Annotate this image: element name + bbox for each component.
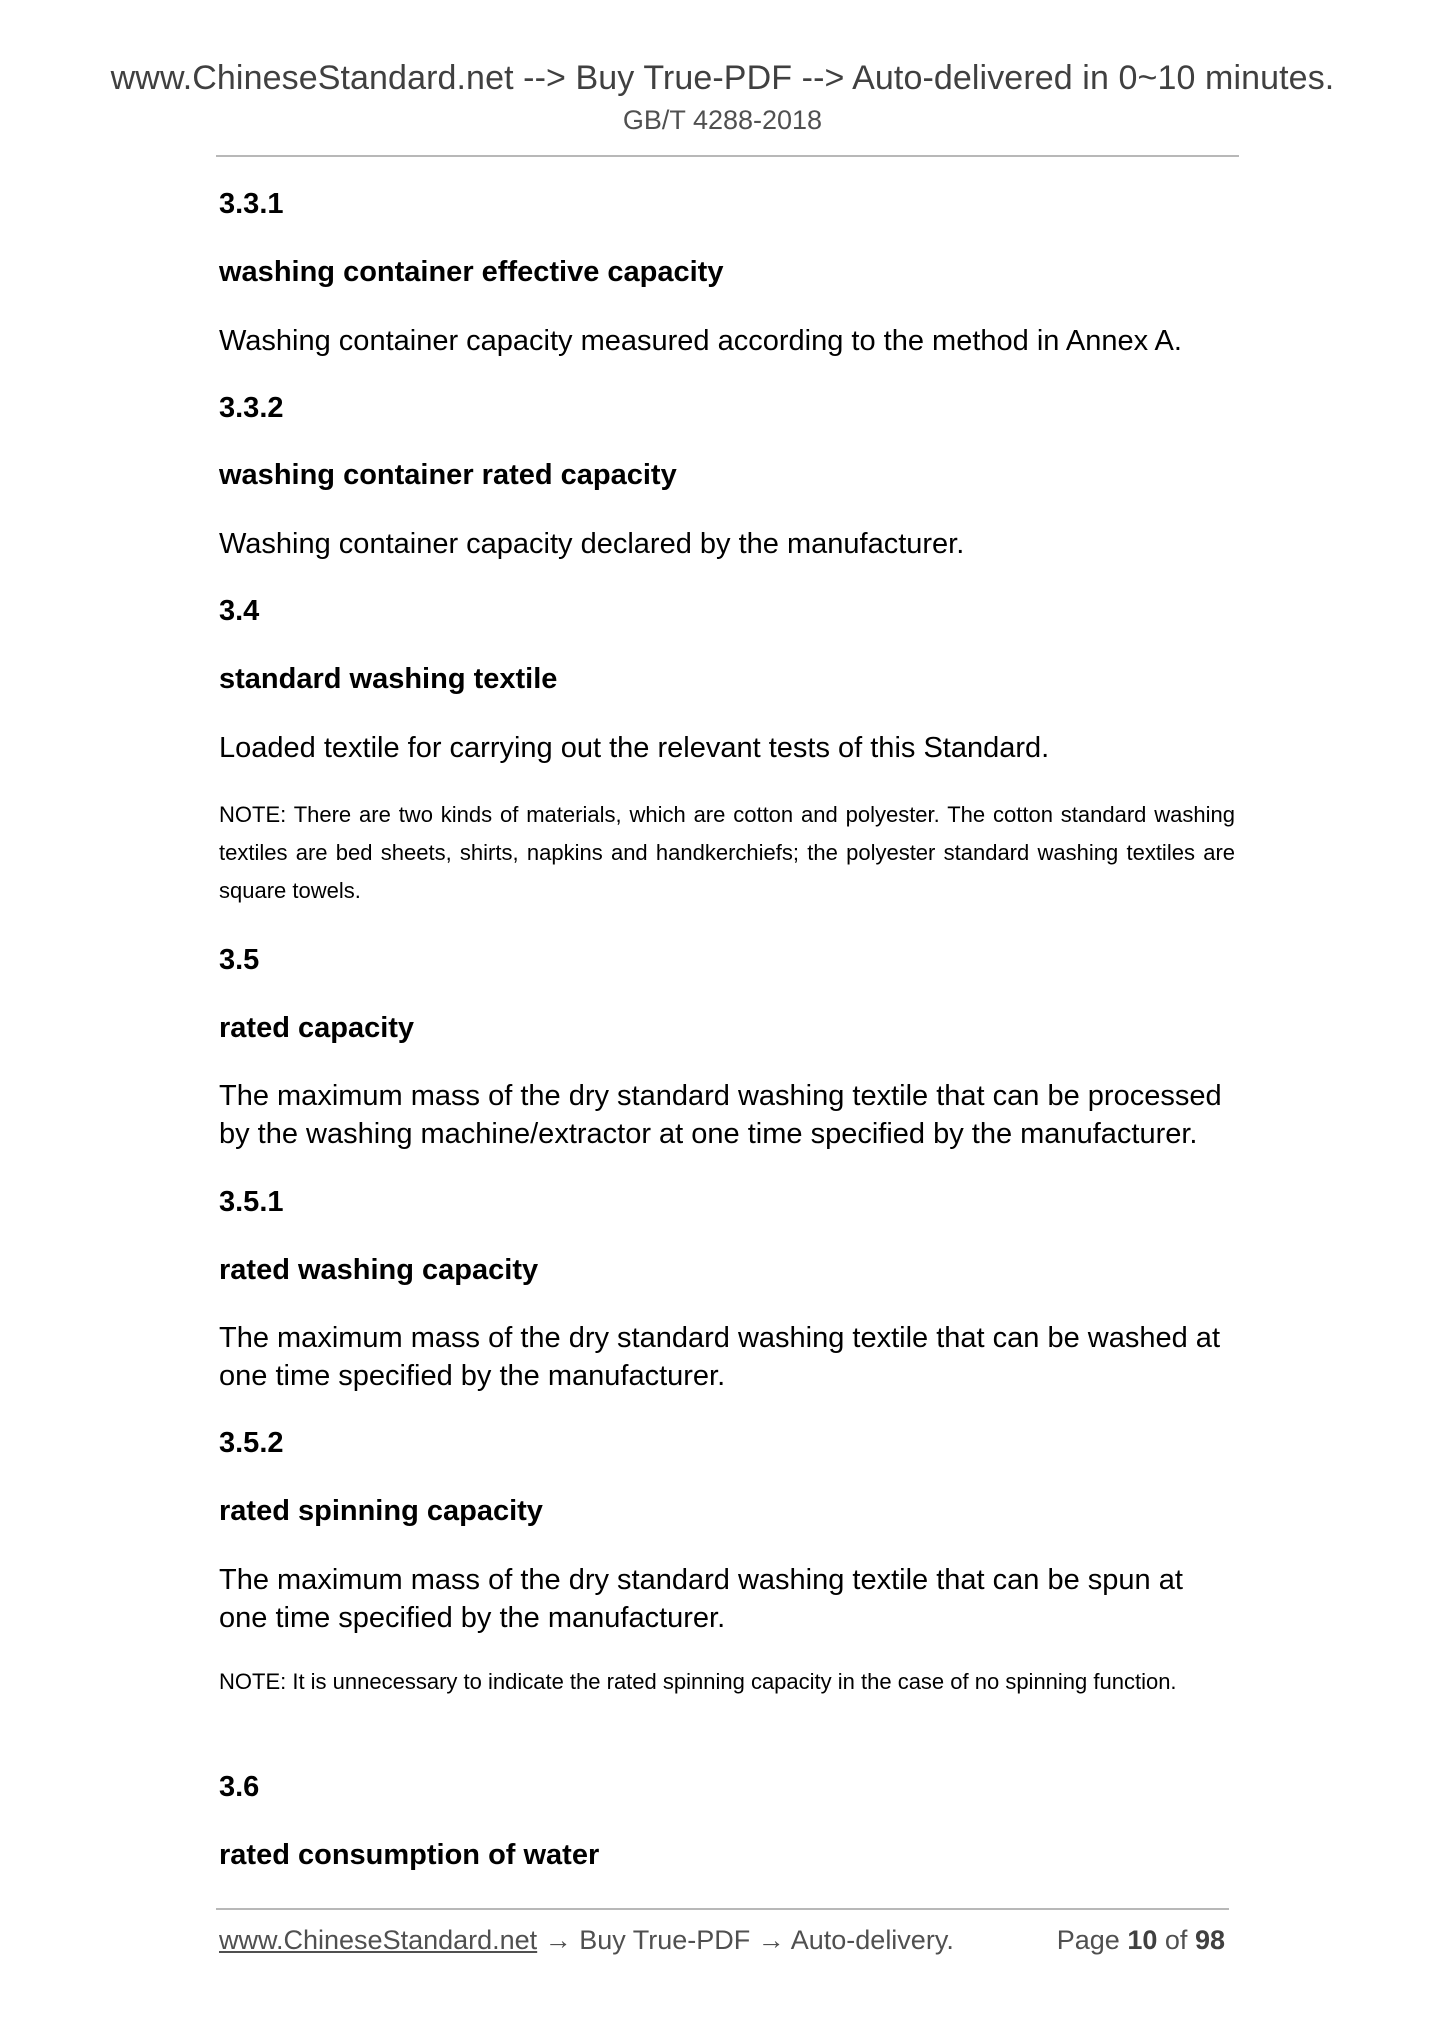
page-current: 10	[1127, 1925, 1158, 1955]
page-header	[0, 56, 1445, 138]
page-indicator	[1057, 1920, 1225, 1960]
footer-site-link[interactable]: www.ChineseStandard.net	[219, 1925, 538, 1955]
term-definition: Loaded textile for carrying out the relevant tests of this Standard.	[219, 732, 1050, 764]
clause-number: 3.5	[219, 944, 260, 976]
term-definition: The maximum mass of the dry standard washing textile that can be spun at one time specified by the manufacturer.	[219, 1564, 1183, 1634]
clause-number: 3.4	[219, 595, 260, 627]
clause-number: 3.6	[219, 1771, 260, 1803]
term-title: washing container rated capacity	[219, 459, 677, 491]
page-label: Page	[1056, 1925, 1120, 1955]
footer-promo	[219, 1920, 954, 1960]
clause-number: 3.5.1	[219, 1186, 284, 1218]
term-title: standard washing textile	[219, 663, 558, 695]
note-text: NOTE: There are two kinds of materials, which are cotton and polyester. The cotton standard washing textiles are bed sheets, shirts, napkins and handkerchiefs; the polyester standard washing textiles are square towels.	[219, 802, 1235, 903]
page-of-label: of	[1164, 1925, 1188, 1955]
clause-number: 3.3.2	[219, 392, 284, 424]
standard-code: GB/T 4288-2018	[622, 105, 823, 135]
term-title: rated washing capacity	[219, 1254, 539, 1286]
term-title: rated consumption of water	[219, 1839, 600, 1871]
note-text: NOTE: It is unnecessary to indicate the rated spinning capacity in the case of no spinning function.	[219, 1669, 1177, 1694]
term-title: rated spinning capacity	[219, 1495, 543, 1527]
header-divider	[216, 155, 1239, 157]
clause-number: 3.3.1	[219, 188, 284, 220]
page-total: 98	[1194, 1925, 1225, 1955]
page-footer	[219, 1920, 1229, 1960]
term-definition: Washing container capacity declared by the manufacturer.	[219, 528, 965, 560]
term-title: rated capacity	[219, 1012, 415, 1044]
term-definition: The maximum mass of the dry standard washing textile that can be processed by the washing machine/extractor at one time specified by the manufacturer.	[219, 1080, 1222, 1150]
header-banner[interactable]: www.ChineseStandard.net --> Buy True-PDF --> Auto-delivered in 0~10 minutes.	[110, 59, 1335, 97]
term-definition: Washing container capacity measured according to the method in Annex A.	[219, 325, 1182, 357]
term-definition: The maximum mass of the dry standard washing textile that can be washed at one time specified by the manufacturer.	[219, 1322, 1220, 1392]
term-title: washing container effective capacity	[219, 256, 724, 288]
footer-promo-text: → Buy True-PDF → Auto-delivery.	[537, 1925, 954, 1955]
clause-number: 3.5.2	[219, 1427, 284, 1459]
footer-divider	[216, 1908, 1229, 1910]
